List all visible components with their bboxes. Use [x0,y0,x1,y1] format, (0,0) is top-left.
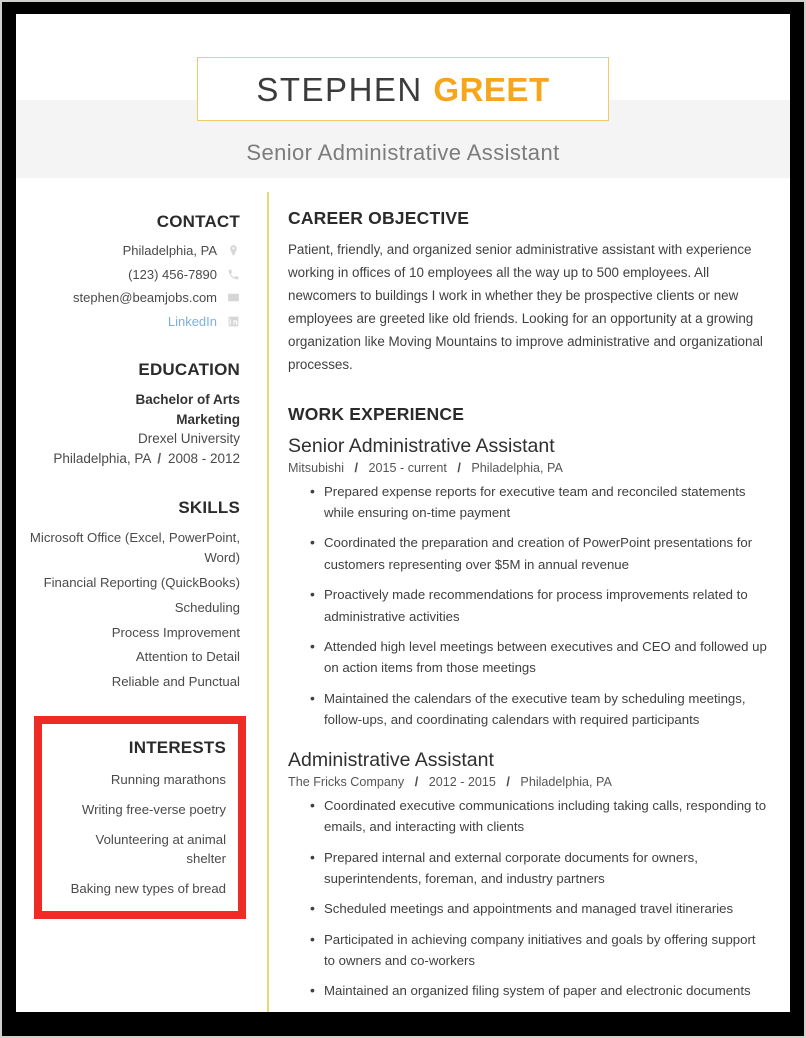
contact-item-email [24,289,240,307]
job-dates: 2015 - current [368,460,447,475]
contact-item-phone [24,266,240,284]
job-separator: / [457,460,461,475]
contact-item-location [24,242,240,260]
skills-heading: SKILLS [178,498,240,518]
career-objective-heading: CAREER OBJECTIVE [288,208,470,228]
sidebar-column [16,180,254,919]
education-separator: / [157,450,162,466]
interest-item: Baking new types of bread [70,881,226,897]
job-bullet: • Proactively made recommendations for process improvements related to administrative activities [310,584,770,627]
skills-section [24,498,240,692]
job-separator: / [354,460,358,475]
career-objective-section [288,208,770,376]
job-bullet: • Coordinated the preparation and creation of PowerPoint presentations for customers representing over $5M in annual revenue [310,532,770,575]
job-bullet: • Prepared internal and external corporate documents for owners, superintendents, foreman, and industry partners [310,847,770,890]
job-dates: 2012 - 2015 [428,774,496,789]
skill-item: Process Improvement [111,624,240,640]
education-section [24,360,240,468]
job-bullet-list [288,795,770,1002]
job-bullet: • Participated in achieving company initiatives and goals by offering support to owners and co-workers [310,929,770,972]
contact-heading: CONTACT [156,212,240,231]
interests-section-highlight [34,716,246,919]
job-entry [288,748,770,1001]
contact-email-text: stephen@beamjobs.com [73,290,217,306]
skill-item: Attention to Detail [135,649,240,665]
job-bullet: • Attended high level meetings between executives and CEO and followed up on action items from those meetings [310,636,770,679]
job-title: Administrative Assistant [288,749,494,772]
contact-linkedin-text[interactable]: LinkedIn [167,313,217,329]
job-bullet: • Maintained an organized filing system of paper and electronic documents [310,980,770,1001]
name-box [197,57,609,121]
job-separator: / [414,774,419,789]
skill-item: Scheduling [174,599,240,615]
contact-item-linkedin[interactable] [24,313,240,331]
resume-header [16,14,790,180]
job-meta [288,461,770,475]
contact-location-text: Philadelphia, PA [122,243,217,258]
job-company: The Fricks Company [288,774,405,789]
linkedin-icon[interactable] [226,314,240,328]
career-objective-text: Patient, friendly, and organized senior administrative assistant with experience working in offices of 10 employees all the way up to 500 employees. All newcomers to buildings I work in whether they be prospective clients or new employees are greeted like old friends. Looking for an opportunity at a growing organization like Moving Mountains to improve administrative and organizational processes. [288,242,763,373]
contact-phone-text: (123) 456-7890 [128,266,217,282]
job-location: Philadelphia, PA [520,774,612,789]
resume-document [16,14,790,1012]
job-entry [288,434,770,730]
skill-item: Reliable and Punctual [111,674,240,690]
education-location: Philadelphia, PA [53,450,151,466]
work-experience-section [288,404,770,1002]
interest-item: Volunteering at animal shelter [95,831,226,867]
job-company: Mitsubishi [288,460,344,475]
interest-item: Running marathons [110,772,226,788]
education-location-dates [24,449,240,469]
column-divider [267,192,269,1012]
last-name: GREET [433,70,550,108]
interests-heading: INTERESTS [128,738,226,758]
full-name [256,70,550,108]
phone-icon [226,267,240,281]
main-column [254,180,790,1012]
work-experience-heading: WORK EXPERIENCE [288,404,465,425]
job-title: Senior Administrative Assistant [288,435,555,458]
first-name: STEPHEN [256,70,423,108]
education-school: Drexel University [137,431,240,447]
location-pin-icon [226,244,240,258]
contact-section [24,212,240,330]
job-bullet: • Scheduled meetings and appointments and managed travel itineraries [310,898,770,919]
skill-item: Financial Reporting (QuickBooks) [43,575,240,591]
skill-item: Microsoft Office (Excel, PowerPoint, Word) [29,530,240,566]
education-major: Marketing [176,411,240,427]
job-meta [288,775,770,789]
job-bullet-list [288,481,770,731]
interest-item: Writing free-verse poetry [81,801,226,817]
education-dates: 2008 - 2012 [167,450,240,466]
education-degree: Bachelor of Arts [135,392,240,408]
job-location: Philadelphia, PA [471,460,563,475]
education-heading: EDUCATION [138,360,240,380]
envelope-icon [226,291,240,305]
job-title-subtitle: Senior Administrative Assistant [246,140,560,165]
job-separator: / [506,774,510,789]
job-bullet: • Maintained the calendars of the executive team by scheduling meetings, follow-ups, and coordinating calendars with required participants [310,688,770,731]
job-bullet: • Prepared expense reports for executive team and reconciled statements while ensuring on-time payment [310,481,770,524]
job-bullet: • Coordinated executive communications including taking calls, responding to emails, and interacting with clients [310,795,770,838]
resume-body [16,180,790,1012]
